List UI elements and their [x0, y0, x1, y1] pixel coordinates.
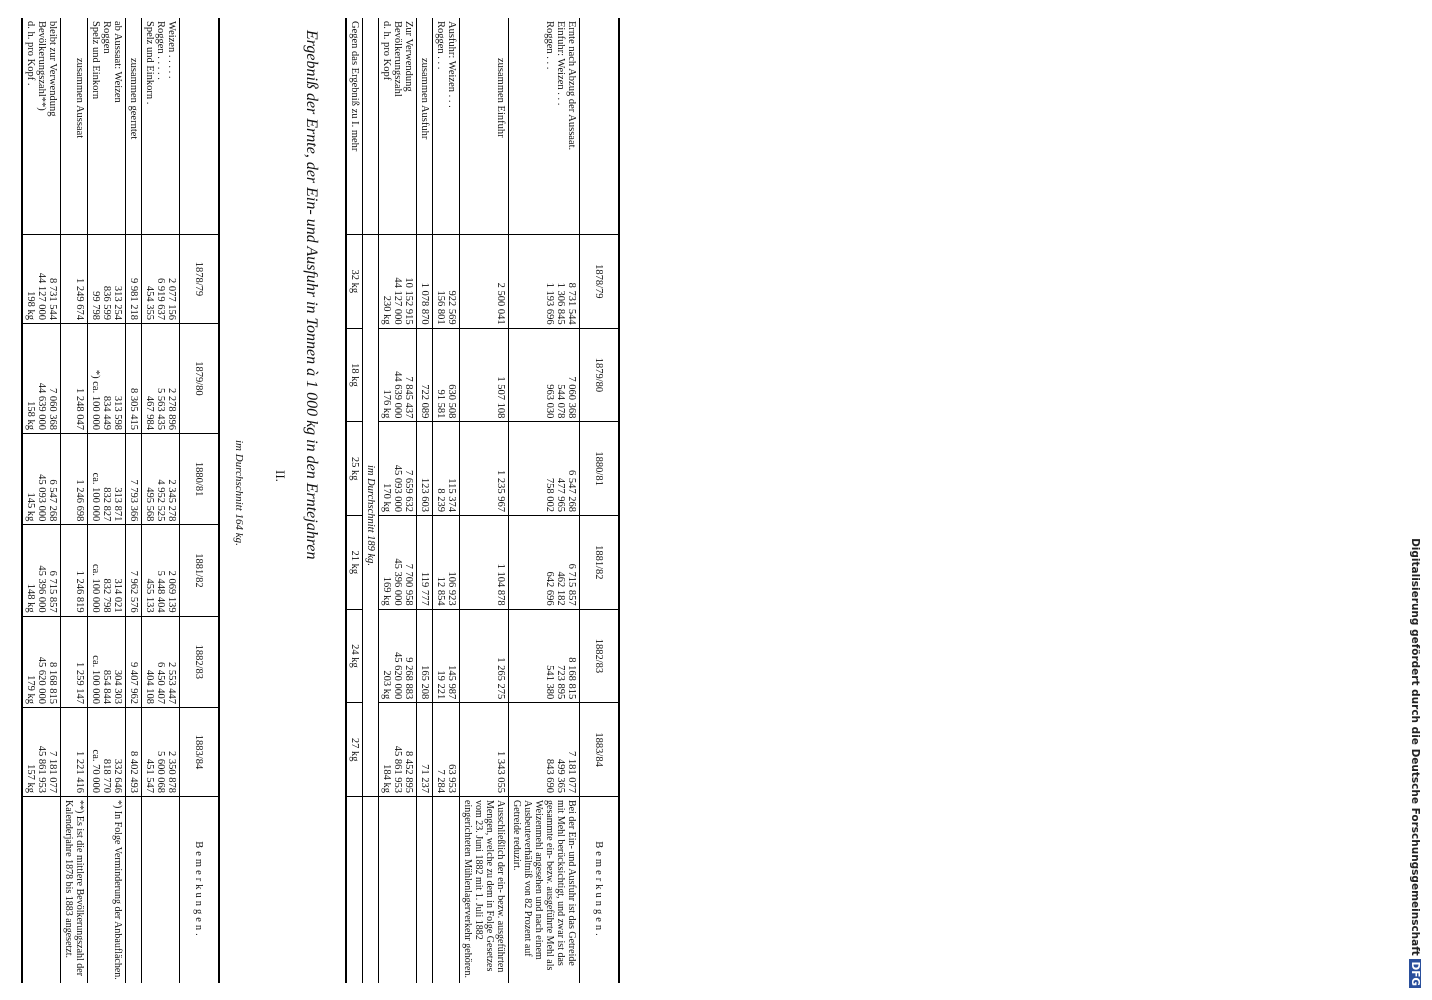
table-row [126, 18, 142, 983]
table-row [433, 18, 460, 983]
cell: 7 793 366 [126, 433, 142, 524]
cell: 7 181 077 499 365 843 690 [509, 703, 580, 797]
cell: 7 962 576 [126, 525, 142, 616]
cell: 1 265 275 [460, 609, 509, 703]
cell: 2 069 139 5 448 404 455 133 [142, 525, 180, 616]
table1-header-1882: 1882/83 [180, 616, 220, 707]
cell: 313 871 832 827 ca. 100 000 [88, 433, 126, 524]
table-row [346, 18, 363, 983]
cell: 9 268 883 45 620 000 203 kg [379, 609, 417, 703]
cell: 63 953 7 284 [433, 703, 460, 797]
cell: 2 077 156 6 919 637 454 355 [142, 235, 180, 324]
cell: 1 078 870 [417, 235, 433, 329]
table1-header-1878: 1878/79 [180, 235, 220, 324]
cell: 7 181 077 45 861 953 157 kg [22, 708, 61, 797]
cell: 2 345 278 4 952 525 495 568 [142, 433, 180, 524]
dfg-logo: DFG [1409, 961, 1421, 986]
table1-header-1879: 1879/80 [180, 323, 220, 433]
remark [22, 797, 61, 984]
table1 [21, 18, 220, 983]
cell: 9 981 218 [126, 235, 142, 324]
cell: 7 845 437 44 639 000 176 kg [379, 328, 417, 422]
cell: 1 221 416 [61, 708, 88, 797]
cell: 1 248 047 [61, 323, 88, 433]
cell: 8 731 544 44 127 000 198 kg [22, 235, 61, 324]
row-label: Ausfuhr: Weizen . . . Roggen . . . [433, 18, 460, 235]
row-label [363, 18, 379, 235]
cell: 8 305 415 [126, 323, 142, 433]
cell: 119 777 [417, 515, 433, 609]
table2-header-1883: 1883/84 [580, 703, 620, 797]
cell: 332 646 818 770 ca. 70 000 [88, 708, 126, 797]
cell: 115 374 8 239 [433, 422, 460, 516]
cell: 1 235 967 [460, 422, 509, 516]
row-label: Weizen . . . . . Roggen . . . . . Spelz und Einkorn . [144, 21, 177, 105]
cell: 7 700 958 45 396 000 169 kg [379, 515, 417, 609]
cell: 8 402 493 [126, 708, 142, 797]
cell: 722 089 [417, 328, 433, 422]
row-label: zusammen Aussaat [61, 18, 88, 235]
cell: 8 168 815 723 895 541 380 [509, 609, 580, 703]
remark [417, 797, 433, 984]
cell: 8 168 815 45 620 000 179 kg [22, 616, 61, 707]
cell: 106 923 12 854 [433, 515, 460, 609]
cell: 145 987 19 221 [433, 609, 460, 703]
remark [346, 797, 363, 984]
table2-header-label [580, 18, 620, 235]
cell: 6 547 268 477 965 758 002 [509, 422, 580, 516]
digitization-note-text: Digitalisierung gefördert durch die Deutsche Forschungsgemeinschaft [1409, 538, 1421, 956]
cell: 8 731 544 1 306 845 1 193 696 [509, 235, 580, 329]
table-row [22, 18, 61, 983]
row-label: ab Aussaat: Weizen Roggen Spelz und Einkorn [88, 18, 126, 235]
table-row [509, 18, 580, 983]
cell: 304 303 854 844 ca. 100 000 [88, 616, 126, 707]
row-label: zusammen geerntet [126, 18, 142, 235]
cell: 10 152 915 44 127 000 230 kg [379, 235, 417, 329]
cell: 313 598 834 449 *) ca. 100 000 [88, 323, 126, 433]
remark: Bei der Ein- und Ausfuhr ist das Getreide mit Mehl berücksichtigt, und zwar ist das gesammte ein- bezw. ausgeführte Mehl als Weizenmehl angesehen und nach einem Ausbeuteverhältniß von 82 Prozent auf Getreide reduzirt. [509, 797, 580, 984]
table1-header-label [180, 18, 220, 235]
cell: 313 254 836 599 99 798 [88, 235, 126, 324]
table-row [363, 18, 379, 983]
cell: 2 553 447 6 450 407 404 108 [142, 616, 180, 707]
table-row [460, 18, 509, 983]
table2-average: im Durchschnitt 189 kg. [363, 235, 379, 797]
table1-header-1881: 1881/82 [180, 525, 220, 616]
cell: 6 715 857 462 182 642 696 [509, 515, 580, 609]
remark [142, 797, 180, 984]
table1-average: im Durchschnitt 164 kg. [233, 440, 245, 546]
cell: 18 kg [346, 328, 363, 422]
digitization-strip [1407, 12, 1423, 988]
remark [379, 797, 417, 984]
cell: 1 259 147 [61, 616, 88, 707]
table2-header-1878: 1878/79 [580, 235, 620, 329]
table1-header-remarks: Bemerkungen. [180, 797, 220, 984]
digitization-note [1407, 12, 1423, 988]
row-label: zusammen Einfuhr [460, 18, 509, 235]
table2-header-remarks: Bemerkungen. [580, 797, 620, 984]
cell: 123 603 [417, 422, 433, 516]
cell: 314 021 832 798 ca. 100 000 [88, 525, 126, 616]
row-label: Zur Verwendung Bevölkerungszahl d. h. pro Kopf [379, 18, 417, 235]
row-label: zusammen Ausfuhr [417, 18, 433, 235]
cell: 1 507 108 [460, 328, 509, 422]
table2-roman: II. [273, 470, 288, 482]
table2 [345, 18, 620, 983]
cell: 1 249 674 [61, 235, 88, 324]
cell: 1 104 878 [460, 515, 509, 609]
table-row [379, 18, 417, 983]
compare-label: Gegen das Ergebniß zu I. mehr [346, 18, 363, 235]
cell: 24 kg [346, 609, 363, 703]
cell: 9 407 962 [126, 616, 142, 707]
cell: 32 kg [346, 235, 363, 329]
table1-header-1880: 1880/81 [180, 433, 220, 524]
cell: 2 278 896 5 563 435 467 984 [142, 323, 180, 433]
table1-header-1883: 1883/84 [180, 708, 220, 797]
table2-header-1881: 1881/82 [580, 515, 620, 609]
remark: Ausschließlich der ein- bezw. ausgeführten Mengen, welche zu dem in Folge Gesetzes vom 23. Juni 1882 mit 1. Juli 1882 eingerichteten Mühlenlagerverkehr gehören. [460, 797, 509, 984]
remark [433, 797, 460, 984]
table2-header-1880: 1880/81 [580, 422, 620, 516]
cell: 27 kg [346, 703, 363, 797]
cell: 21 kg [346, 515, 363, 609]
table-row [417, 18, 433, 983]
cell: 71 237 [417, 703, 433, 797]
remark [126, 797, 142, 984]
cell: 7 060 368 544 078 963 030 [509, 328, 580, 422]
cell: 6 547 268 45 093 000 145 kg [22, 433, 61, 524]
row-label: Ernte nach Abzug der Aussaat. Einfuhr: Weizen . . . Roggen . . . [544, 21, 577, 151]
table-row [88, 18, 126, 983]
cell: 1 343 055 [460, 703, 509, 797]
row-label: bleibt zur Verwendung Bevölkerungszahl**) d. h. pro Kopf . [22, 18, 61, 235]
cell: 1 246 698 [61, 433, 88, 524]
cell: 1 246 819 [61, 525, 88, 616]
cell: 7 060 368 44 639 000 158 kg [22, 323, 61, 433]
cell: 7 659 632 45 093 000 170 kg [379, 422, 417, 516]
cell: 630 508 91 581 [433, 328, 460, 422]
table-row [142, 18, 180, 983]
cell: 2 350 878 5 600 068 451 547 [142, 708, 180, 797]
remark: **) Es ist die mittlere Bevölkerungszahl der Kalenderjahre 1878 bis 1883 angesetzt. [61, 797, 88, 984]
remark [363, 797, 379, 984]
table2-caption: Ergebniß der Ernte, der Ein- und Ausfuhr in Tonnen à 1 000 kg in den Erntejahren [303, 30, 320, 560]
table2-header-1882: 1882/83 [580, 609, 620, 703]
cell: 6 715 857 45 396 000 148 kg [22, 525, 61, 616]
cell: 2 500 041 [460, 235, 509, 329]
cell: 165 208 [417, 609, 433, 703]
table2-header-1879: 1879/80 [580, 328, 620, 422]
table-row [61, 18, 88, 983]
cell: 8 452 895 45 861 953 184 kg [379, 703, 417, 797]
cell: 922 569 156 801 [433, 235, 460, 329]
cell: 25 kg [346, 422, 363, 516]
remark: *) In Folge Verminderung der Anbauflächen. [88, 797, 126, 984]
